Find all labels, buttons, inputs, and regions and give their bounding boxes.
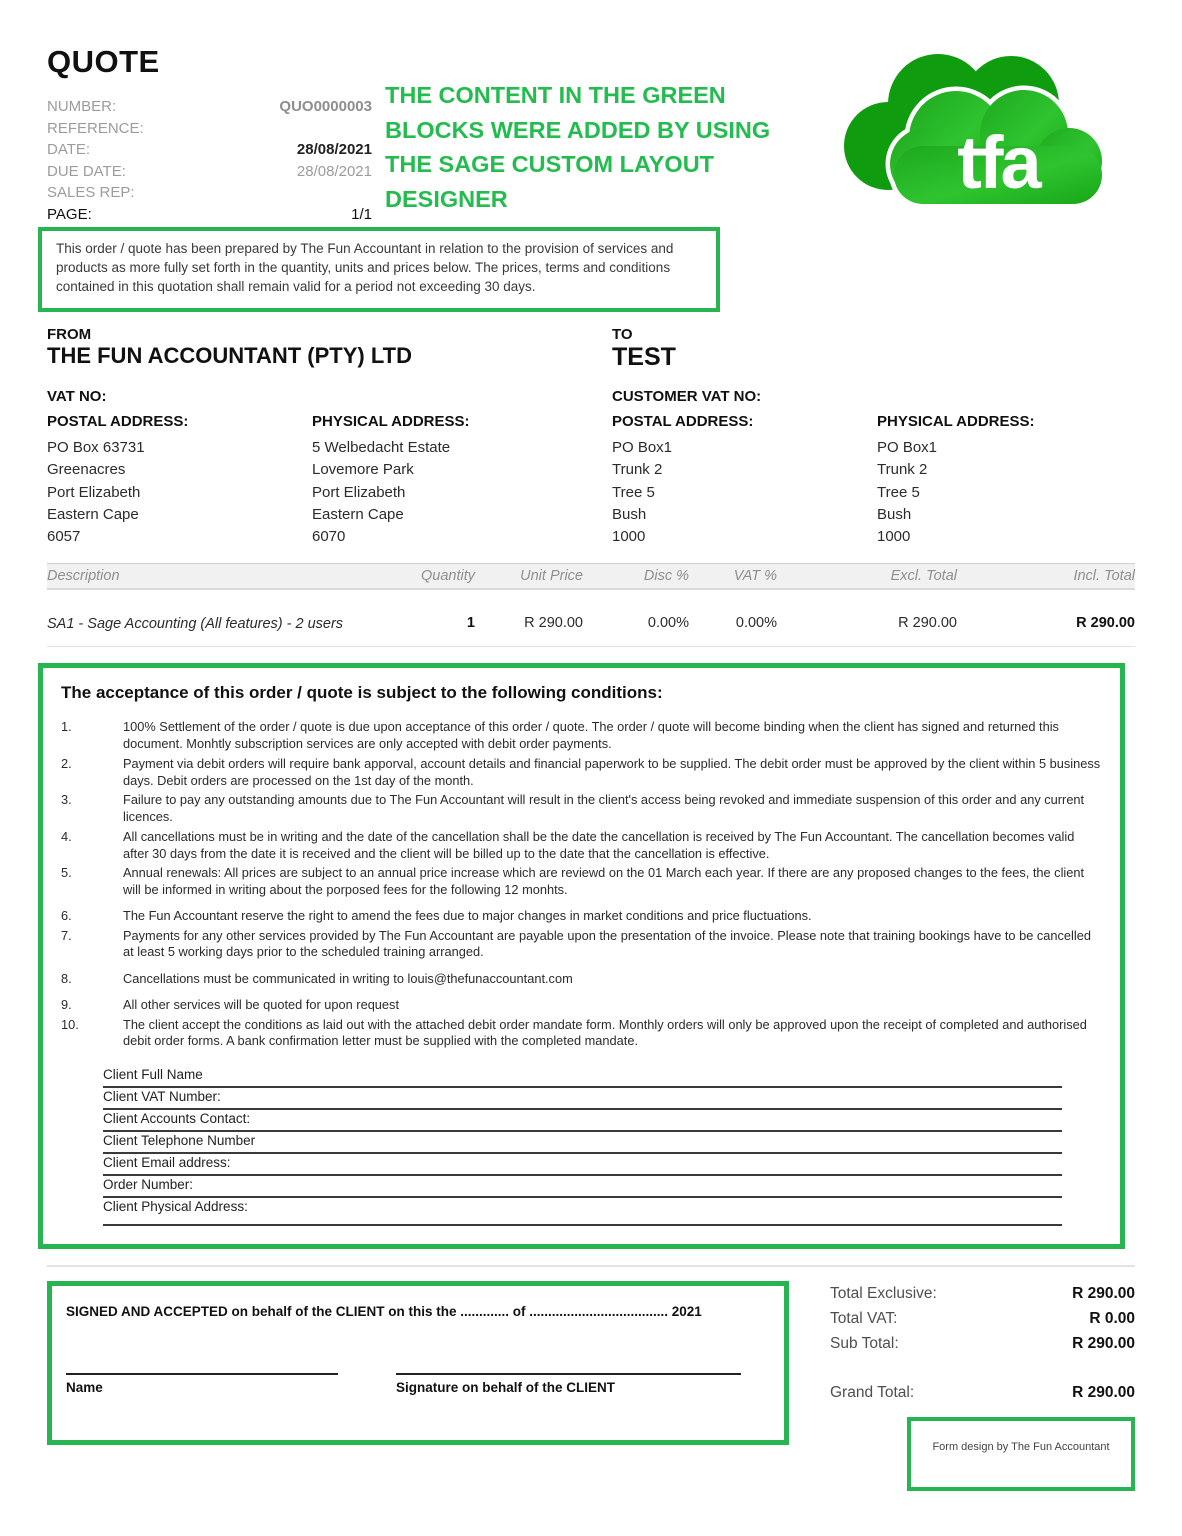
total-vat-value: R 0.00	[1089, 1309, 1135, 1327]
grand-total-label: Grand Total:	[830, 1383, 915, 1401]
condition-text: The Fun Accountant reserve the right to amend the fees due to major changes in market conditions and price fluctuations.	[123, 908, 812, 923]
document-body	[0, 326, 1182, 1491]
from-vat-label: VAT NO:	[47, 388, 107, 405]
page-title: QUOTE	[47, 44, 160, 79]
item-unit-price: R 290.00	[524, 615, 583, 631]
total-vat-row	[830, 1306, 1135, 1331]
condition-number: 2.	[61, 756, 72, 771]
conditions-title: The acceptance of this order / quote is subject to the following conditions:	[61, 683, 663, 702]
fill-in-line	[103, 1104, 1062, 1110]
condition-number: 3.	[61, 792, 72, 807]
meta-row-sales-rep	[47, 182, 372, 204]
from-postal-address	[47, 413, 307, 548]
name-label: Name	[66, 1379, 103, 1395]
meta-label: NUMBER:	[47, 98, 117, 115]
condition-number: 10.	[61, 1016, 79, 1032]
client-field-label: Client VAT Number:	[103, 1088, 221, 1104]
postal-address-label: POSTAL ADDRESS:	[47, 413, 189, 430]
client-field-order-number	[103, 1178, 1062, 1200]
fill-in-line	[103, 1126, 1062, 1132]
col-header-unit-price: Unit Price	[520, 568, 583, 584]
address-line: 5 Welbedacht Estate	[312, 439, 451, 456]
meta-row-number	[47, 96, 372, 118]
condition-number: 4.	[61, 829, 72, 844]
client-field-label: Order Number:	[103, 1176, 194, 1192]
quote-date: 28/08/2021	[296, 141, 372, 158]
address-line: Trunk 2	[612, 461, 663, 479]
client-field-label: Client Full Name	[103, 1066, 203, 1082]
condition-item	[61, 928, 1102, 961]
client-field-accounts-contact	[103, 1112, 1062, 1134]
postal-address-label: POSTAL ADDRESS:	[612, 413, 754, 430]
item-vat: 0.00%	[735, 615, 777, 631]
fill-in-line	[103, 1170, 1062, 1176]
total-label: Total VAT:	[830, 1309, 898, 1327]
grand-total-value: R 290.00	[1072, 1383, 1135, 1401]
address-line: Eastern Cape	[47, 505, 139, 523]
fill-in-line	[103, 1082, 1062, 1088]
client-details-form	[103, 1068, 1062, 1230]
col-header-description: Description	[47, 568, 120, 584]
condition-text: 100% Settlement of the order / quote is due upon acceptance of this order / quote. The order / quote will become binding when the client has signed and returned this document. Monhtly subscription services are only accepted with debit order payments.	[123, 719, 1059, 751]
client-field-label: Client Physical Address:	[103, 1198, 248, 1214]
tfa-cloud-logo-icon	[826, 46, 1106, 211]
meta-label: PAGE:	[47, 205, 92, 223]
physical-address-label: PHYSICAL ADDRESS:	[312, 413, 470, 430]
col-header-incl-total: Incl. Total	[1073, 568, 1135, 584]
quote-notice-box	[38, 227, 720, 312]
document-header	[0, 0, 1182, 320]
address-line: Trunk 2	[877, 461, 928, 479]
condition-text: All cancellations must be in writing and the date of the cancellation shall be the date the cancellation is received by The Fun Accountant. The cancellation becomes valid after 30 days from the date it is received and the client will be billed up to the date that the cancellation is effective.	[123, 829, 1075, 861]
condition-item	[61, 997, 1102, 1014]
to-postal-address	[612, 413, 872, 548]
from-company-name: THE FUN ACCOUNTANT (PTY) LTD	[47, 343, 412, 368]
address-line: Lovemore Park	[312, 461, 414, 479]
line-items-table	[47, 563, 1135, 647]
to-party	[612, 326, 1135, 554]
item-description: SA1 - Sage Accounting (All features) - 2 users	[47, 616, 344, 632]
address-line: PO Box 63731	[47, 439, 145, 456]
meta-label: DATE:	[47, 141, 91, 158]
address-line: Port Elizabeth	[312, 483, 406, 501]
from-physical-address	[312, 413, 572, 548]
condition-text: Cancellations must be communicated in writing to louis@thefunaccountant.com	[123, 970, 573, 986]
client-field-label: Client Email address:	[103, 1154, 231, 1170]
condition-number: 7.	[61, 927, 72, 943]
company-logo	[826, 46, 1106, 216]
condition-item	[61, 908, 1102, 925]
item-incl-total: R 290.00	[1076, 615, 1135, 631]
client-field-physical-address	[103, 1200, 1062, 1230]
signature-lines	[66, 1373, 770, 1395]
client-field-email	[103, 1156, 1062, 1178]
grand-total-row	[830, 1380, 1135, 1405]
col-header-quantity: Quantity	[421, 568, 475, 584]
condition-text: Payment via debit orders will require bank apporval, account details and financial paperwork to be supplied. The debit order must be approved by the client within 5 business days. Debit orders are processed on the 1st day of the month.	[123, 756, 1101, 788]
quote-meta	[47, 96, 372, 225]
condition-text: Failure to pay any outstanding amounts due to The Fun Accountant will result in the client's access being revoked and immediate suspension of this order and any current licences.	[123, 792, 1085, 824]
signature-label: Signature on behalf of the CLIENT	[396, 1379, 615, 1395]
item-disc: 0.00%	[647, 615, 689, 631]
meta-row-date	[47, 139, 372, 161]
conditions-box	[38, 663, 1125, 1249]
condition-text: Payments for any other services provided by The Fun Accountant are payable upon the presentation of the invoice. Please note that training bookings have to be cancelled at least 5 working days prior to the scheduled training arranged.	[123, 927, 1091, 959]
condition-item	[61, 719, 1102, 752]
quote-page: 1/1	[351, 205, 372, 223]
address-line: Tree 5	[877, 483, 920, 501]
from-party	[47, 326, 612, 554]
meta-row-page	[47, 204, 372, 226]
meta-label: SALES REP:	[47, 184, 135, 201]
condition-number: 6.	[61, 908, 72, 923]
client-field-full-name	[103, 1068, 1062, 1090]
meta-row-due-date	[47, 161, 372, 183]
client-signature-slot	[396, 1373, 741, 1395]
col-header-vat: VAT %	[733, 568, 777, 584]
address-line: Port Elizabeth	[47, 483, 141, 501]
green-annotation-text: THE CONTENT IN THE GREEN BLOCKS WERE ADDED BY USING THE SAGE CUSTOM LAYOUT DESIGNER	[385, 82, 771, 212]
condition-text: Annual renewals: All prices are subject to an annual price increase which are reviewd on the 01 March each year. If there are any proposed changes to the fees, the client will be informed in writing about the porposed fees for the following 12 monhts.	[123, 865, 1085, 897]
condition-item	[61, 829, 1102, 862]
to-customer-name: TEST	[612, 343, 676, 371]
fill-in-line	[103, 1214, 1062, 1226]
signed-accepted-text: SIGNED AND ACCEPTED on behalf of the CLIENT on this the ............. of ..................................... 2021	[66, 1303, 702, 1319]
condition-text: The client accept the conditions as laid out with the attached debit order mandate form. Monthly orders will only be approved upon the receipt of completed and authorised debit order forms. A bank confirmation letter must be supplied with the completed mandate.	[123, 1016, 1087, 1048]
to-physical-address	[877, 413, 1137, 548]
address-line: 1000	[612, 528, 646, 546]
total-label: Total Exclusive:	[830, 1284, 937, 1302]
condition-number: 8.	[61, 970, 72, 986]
form-design-credit-box	[907, 1417, 1135, 1491]
quote-number: QUO0000003	[279, 98, 372, 115]
col-header-excl-total: Excl. Total	[890, 568, 957, 584]
address-line: Greenacres	[47, 461, 126, 479]
address-line: Eastern Cape	[312, 505, 404, 523]
from-heading: FROM	[47, 326, 92, 343]
sub-total-row	[830, 1331, 1135, 1356]
item-excl-total: R 290.00	[898, 615, 957, 631]
condition-number: 1.	[61, 719, 72, 734]
client-field-label: Client Accounts Contact:	[103, 1110, 251, 1126]
condition-number: 5.	[61, 865, 72, 880]
customer-vat-label: CUSTOMER VAT NO:	[612, 388, 762, 405]
address-line: PO Box1	[877, 439, 938, 456]
condition-item	[61, 865, 1102, 898]
condition-number: 9.	[61, 997, 72, 1012]
total-exclusive-value: R 290.00	[1072, 1284, 1135, 1302]
section-divider	[47, 1265, 1135, 1267]
client-field-label: Client Telephone Number	[103, 1132, 256, 1148]
address-line: 1000	[877, 528, 911, 546]
meta-row-reference	[47, 118, 372, 140]
address-line: Bush	[612, 505, 647, 523]
address-line: 6057	[47, 528, 81, 546]
meta-label: REFERENCE:	[47, 119, 144, 137]
address-line: PO Box1	[612, 439, 673, 456]
meta-label: DUE DATE:	[47, 162, 126, 180]
condition-item	[61, 1017, 1102, 1050]
item-quantity: 1	[466, 615, 475, 631]
total-label: Sub Total:	[830, 1334, 899, 1352]
fill-in-line	[103, 1192, 1062, 1198]
sub-total-value: R 290.00	[1072, 1334, 1135, 1352]
quote-notice-text: This order / quote has been prepared by The Fun Accountant in relation to the provision of services and products as more fully set forth in the quantity, units and prices below. The prices, terms and conditions contained in this quotation shall remain valid for a period not exceeding 30 days.	[56, 241, 674, 294]
col-header-disc: Disc %	[643, 568, 689, 584]
address-line: Tree 5	[612, 483, 655, 501]
totals-section	[830, 1281, 1135, 1491]
condition-text: All other services will be quoted for upon request	[123, 997, 399, 1012]
parties-section	[47, 326, 1135, 554]
name-signature-slot	[66, 1373, 338, 1395]
to-heading: TO	[612, 326, 633, 343]
address-line: Bush	[877, 505, 912, 523]
total-exclusive-row	[830, 1281, 1135, 1306]
address-line: 6070	[312, 528, 346, 546]
condition-item	[61, 756, 1102, 789]
table-row	[47, 590, 1135, 647]
condition-item	[61, 792, 1102, 825]
signature-box	[47, 1281, 789, 1445]
line-items-header-row	[47, 563, 1135, 590]
svg-text:tfa: tfa	[957, 121, 1039, 204]
physical-address-label: PHYSICAL ADDRESS:	[877, 413, 1035, 430]
client-field-vat-number	[103, 1090, 1062, 1112]
bottom-section	[47, 1281, 1135, 1491]
form-design-credit-text: Form design by The Fun Accountant	[932, 1440, 1110, 1453]
quote-due-date: 28/08/2021	[296, 162, 372, 180]
fill-in-line	[103, 1148, 1062, 1154]
client-field-telephone	[103, 1134, 1062, 1156]
condition-item	[61, 971, 1102, 988]
